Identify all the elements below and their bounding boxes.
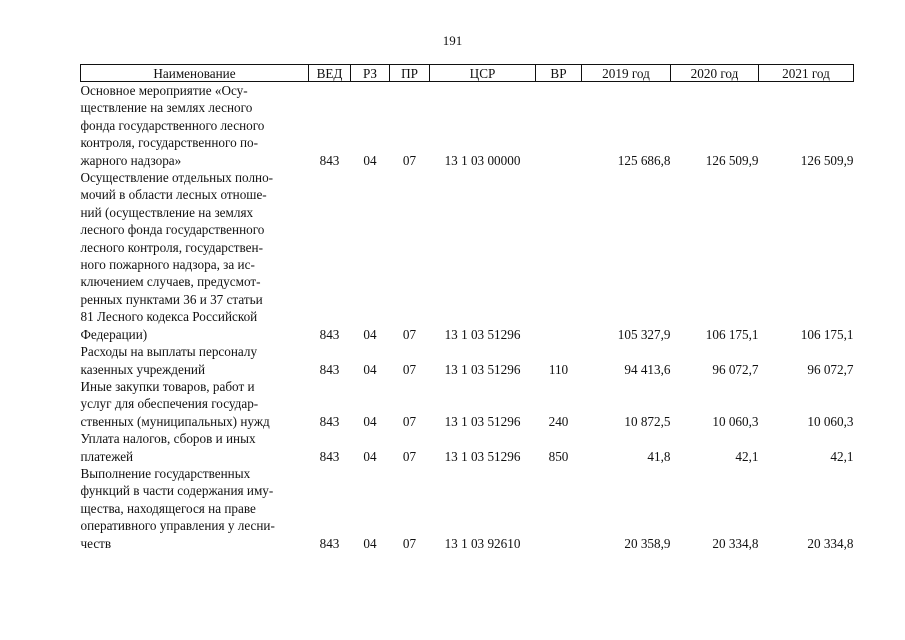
cell-2019: 20 358,9 xyxy=(624,535,671,551)
cell-csr: 13 1 03 51296 xyxy=(444,361,521,377)
cell-csr: 13 1 03 00000 xyxy=(444,152,521,168)
table-body xyxy=(81,82,854,552)
cell-rz: 04 xyxy=(363,535,377,551)
cell-name xyxy=(81,82,309,170)
cell-2020: 42,1 xyxy=(735,448,759,464)
cell-2021: 20 334,8 xyxy=(807,535,854,551)
name-line: Выполнение государственных xyxy=(80,465,251,481)
cell-ved: 843 xyxy=(319,535,340,551)
cell-name xyxy=(81,378,309,430)
table-row xyxy=(81,82,854,170)
name-line: контроля, государственного по- xyxy=(80,135,259,151)
header-2019: 2019 год xyxy=(582,65,671,82)
header-csr: ЦСР xyxy=(430,65,536,82)
name-line: ний (осуществление на землях xyxy=(80,204,254,220)
name-line: фонда государственного лесного xyxy=(80,117,265,133)
cell-csr: 13 1 03 51296 xyxy=(444,326,521,342)
cell-pr: 07 xyxy=(402,535,417,551)
name-line: щества, находящегося на праве xyxy=(80,500,256,516)
cell-pr: 07 xyxy=(402,448,417,464)
table-row xyxy=(81,430,854,465)
cell-pr: 07 xyxy=(402,413,417,429)
cell-ved: 843 xyxy=(319,448,340,464)
name-line: услуг для обеспечения государ- xyxy=(80,396,259,412)
name-line: ственных (муниципальных) нужд xyxy=(80,413,270,429)
table-row xyxy=(81,169,854,343)
name-line: Федерации) xyxy=(80,326,148,342)
cell-pr: 07 xyxy=(402,152,417,168)
cell-rz: 04 xyxy=(363,326,377,342)
cell-name xyxy=(81,465,309,552)
name-line: Расходы на выплаты персоналу xyxy=(80,344,258,360)
cell-2020: 96 072,7 xyxy=(712,361,759,377)
header-2021: 2021 год xyxy=(759,65,854,82)
cell-vr: 240 xyxy=(548,413,569,429)
name-line: жарного надзора» xyxy=(80,152,182,168)
cell-rz: 04 xyxy=(363,152,377,168)
cell-name xyxy=(81,169,309,343)
header-2020: 2020 год xyxy=(671,65,759,82)
name-line: казенных учреждений xyxy=(80,361,206,377)
cell-vr xyxy=(536,82,582,170)
cell-2021: 42,1 xyxy=(830,448,854,464)
cell-2021: 96 072,7 xyxy=(807,361,854,377)
table-header xyxy=(81,65,854,82)
name-line: ществление на землях лесного xyxy=(80,100,253,116)
cell-2021: 126 509,9 xyxy=(800,152,854,168)
name-line: ного пожарного надзора, за ис- xyxy=(80,257,255,273)
name-line: 81 Лесного кодекса Российской xyxy=(80,309,258,325)
cell-2019: 125 686,8 xyxy=(617,152,671,168)
name-line: оперативного управления у лесни- xyxy=(80,518,275,534)
header-pr: ПР xyxy=(390,65,430,82)
cell-ved: 843 xyxy=(319,361,340,377)
table-row xyxy=(81,465,854,552)
table-row xyxy=(81,378,854,430)
header-vr: ВР xyxy=(536,65,582,82)
cell-ved: 843 xyxy=(319,326,340,342)
cell-name xyxy=(81,430,309,465)
name-line: ключением случаев, предусмот- xyxy=(80,274,261,290)
cell-pr: 07 xyxy=(402,326,417,342)
cell-2019: 105 327,9 xyxy=(617,326,671,342)
cell-2020: 106 175,1 xyxy=(705,326,759,342)
cell-2019: 94 413,6 xyxy=(624,361,671,377)
cell-2019: 10 872,5 xyxy=(624,413,671,429)
cell-2019: 41,8 xyxy=(647,448,671,464)
header-ved: ВЕД xyxy=(309,65,351,82)
cell-2020: 126 509,9 xyxy=(705,152,759,168)
cell-2021: 10 060,3 xyxy=(807,413,854,429)
cell-csr: 13 1 03 51296 xyxy=(444,413,521,429)
cell-vr xyxy=(536,169,582,343)
cell-ved: 843 xyxy=(319,413,340,429)
cell-2021: 106 175,1 xyxy=(800,326,854,342)
name-line: ренных пунктами 36 и 37 статьи xyxy=(80,291,263,307)
cell-name xyxy=(81,343,309,378)
header-rz: РЗ xyxy=(351,65,390,82)
name-line: мочий в области лесных отноше- xyxy=(80,187,267,203)
cell-csr: 13 1 03 51296 xyxy=(444,448,521,464)
name-line: лесного фонда государственного xyxy=(80,222,265,238)
cell-ved: 843 xyxy=(319,152,340,168)
name-line: платежей xyxy=(80,448,134,464)
cell-vr: 850 xyxy=(548,448,569,464)
cell-csr: 13 1 03 92610 xyxy=(444,535,521,551)
name-line: функций в части содержания иму- xyxy=(80,483,274,499)
name-line: Уплата налогов, сборов и иных xyxy=(80,431,256,447)
cell-rz: 04 xyxy=(363,361,377,377)
name-line: Иные закупки товаров, работ и xyxy=(80,378,255,394)
name-line: Основное мероприятие «Осу- xyxy=(80,83,248,98)
name-line: Осуществление отдельных полно- xyxy=(80,170,274,186)
cell-rz: 04 xyxy=(363,448,377,464)
cell-pr: 07 xyxy=(402,361,417,377)
cell-rz: 04 xyxy=(363,413,377,429)
name-line: честв xyxy=(80,535,112,551)
cell-vr: 110 xyxy=(548,361,569,377)
header-name: Наименование xyxy=(81,65,309,82)
header-row xyxy=(81,65,854,82)
cell-vr xyxy=(536,465,582,552)
page-number: 191 xyxy=(442,33,463,48)
name-line: лесного контроля, государствен- xyxy=(80,239,263,255)
cell-2020: 20 334,8 xyxy=(712,535,759,551)
table-row xyxy=(81,343,854,378)
cell-2020: 10 060,3 xyxy=(712,413,759,429)
budget-table xyxy=(80,64,854,552)
